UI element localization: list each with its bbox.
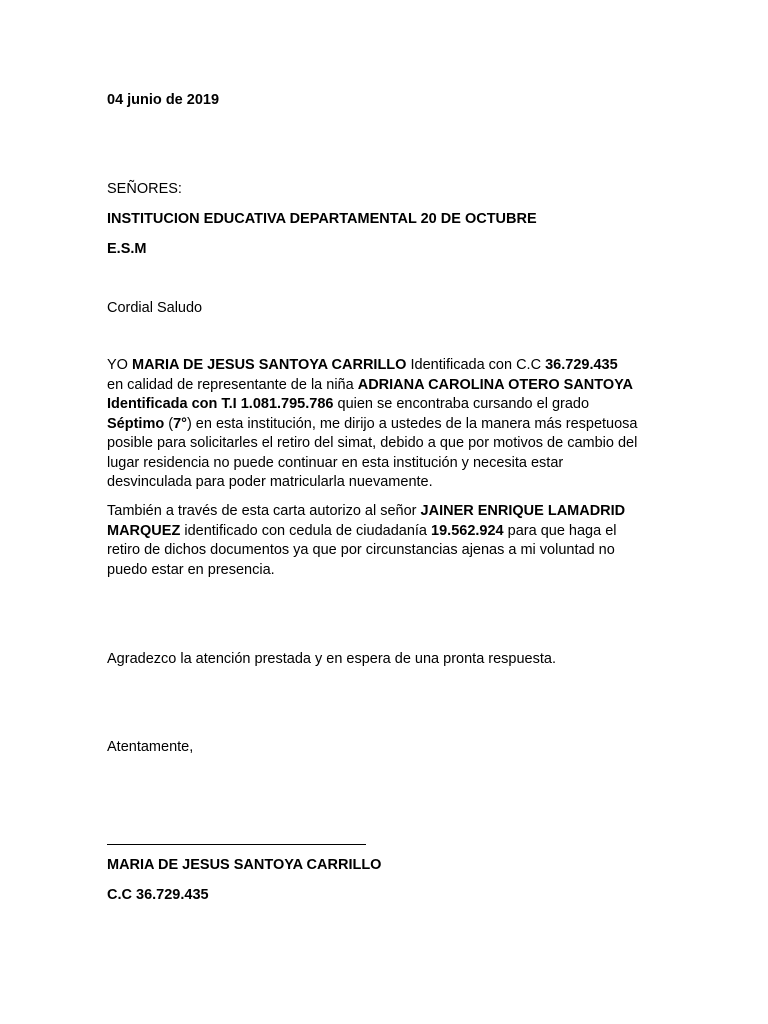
text: YO	[107, 357, 132, 373]
text: para que haga el	[503, 522, 617, 539]
paragraph-line	[107, 376, 667, 396]
paragraph-line	[107, 395, 667, 415]
paragraph-line: posible para solicitarles el retiro del simat, debido a que por motivos de cambio del	[107, 435, 638, 451]
grade-name: Séptimo	[107, 415, 165, 432]
greeting: Cordial Saludo	[107, 300, 203, 316]
authorized-id-number: 19.562.924	[431, 522, 504, 539]
paragraph-line: puedo estar en presencia.	[107, 561, 275, 578]
paragraph-line	[107, 356, 667, 376]
paragraph-line	[107, 522, 667, 542]
authorized-name-last: MARQUEZ	[107, 522, 181, 539]
grade-number: 7°	[173, 415, 187, 432]
recipient-institution: INSTITUCION EDUCATIVA DEPARTAMENTAL 20 DE OCTUBRE	[107, 211, 537, 227]
letter-date: 04 junio de 2019	[107, 92, 220, 108]
text: (	[164, 415, 174, 432]
student-id: Identificada con T.I 1.081.795.786	[107, 396, 334, 412]
paragraph-line: lugar residencia no puede continuar en esta institución y necesita estar	[107, 454, 564, 471]
text: en calidad de representante de la niña	[107, 376, 358, 393]
signature-id: C.C 36.729.435	[107, 887, 209, 903]
thanks-line: Agradezco la atención prestada y en espera de una pronta respuesta.	[107, 651, 556, 667]
paragraph-authorization	[107, 502, 667, 580]
guardian-name: MARIA DE JESUS SANTOYA CARRILLO	[131, 357, 407, 373]
recipient-abbreviation: E.S.M	[107, 241, 147, 257]
paragraph-line	[107, 502, 667, 522]
guardian-id-number: 36.729.435	[545, 357, 618, 373]
authorized-name-first: JAINER ENRIQUE LAMADRID	[420, 503, 626, 519]
text: identificado con cedula de ciudadanía	[180, 522, 432, 539]
text: Identificada con C.C	[406, 357, 546, 373]
closing: Atentamente,	[107, 739, 194, 755]
text: También a través de esta carta autorizo al señor	[107, 503, 421, 519]
text: quien se encontraba cursando el grado	[333, 396, 590, 412]
paragraph-line	[107, 415, 667, 435]
signature-name: MARIA DE JESUS SANTOYA CARRILLO	[107, 857, 382, 873]
paragraph-request	[107, 356, 667, 493]
paragraph-line: retiro de dichos documentos ya que por circunstancias ajenas a mi voluntad no	[107, 542, 615, 558]
signature-line	[107, 844, 366, 845]
text: ) en esta institución, me dirijo a ustedes de la manera más respetuosa	[186, 415, 638, 432]
recipient-salutation: SEÑORES:	[107, 181, 182, 197]
student-name: ADRIANA CAROLINA OTERO SANTOYA	[357, 376, 633, 393]
paragraph-line: desvinculada para poder matricularla nuevamente.	[107, 474, 433, 490]
